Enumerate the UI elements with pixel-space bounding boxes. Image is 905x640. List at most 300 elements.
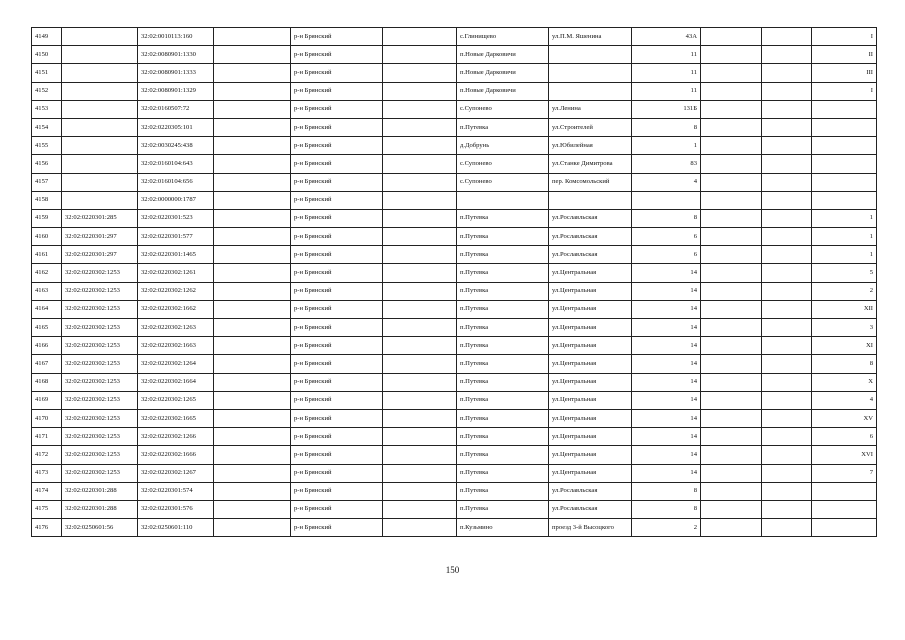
table-row: [32, 264, 877, 282]
previous-cadastral-number-cell: [62, 28, 138, 46]
house-number-cell: 14: [632, 446, 701, 464]
cadastral-number-cell: 32:02:0220305:101: [138, 118, 214, 136]
house-number-cell: 14: [632, 300, 701, 318]
blank-column-cell: [383, 464, 457, 482]
blank-column-cell: [383, 282, 457, 300]
previous-cadastral-number-cell: [62, 191, 138, 209]
district-cell: р-н Брянский: [291, 82, 383, 100]
blank-column-cell: [214, 337, 291, 355]
blank-column-cell: [383, 428, 457, 446]
district-cell: р-н Брянский: [291, 373, 383, 391]
cadastral-number-cell: 32:02:0080901:1329: [138, 82, 214, 100]
blank-column-cell: [214, 519, 291, 537]
cadastral-number-cell: 32:02:0220302:1664: [138, 373, 214, 391]
house-number-cell: 6: [632, 228, 701, 246]
cadastral-number-cell: 32:02:0220301:576: [138, 500, 214, 518]
blank-column-cell: [383, 409, 457, 427]
cadastral-number-cell: 32:02:0010113:160: [138, 28, 214, 46]
table-row: [32, 446, 877, 464]
street-cell: ул.Рославльская: [549, 500, 632, 518]
row-number-cell: 4175: [32, 500, 62, 518]
row-number-cell: 4158: [32, 191, 62, 209]
cadastral-number-cell: 32:02:0220302:1666: [138, 446, 214, 464]
street-cell: проезд 3-й Высоцкого: [549, 519, 632, 537]
blank-column-cell: [701, 28, 762, 46]
row-number-cell: 4167: [32, 355, 62, 373]
settlement-cell: д.Добрунь: [457, 137, 549, 155]
previous-cadastral-number-cell: 32:02:0220302:1253: [62, 409, 138, 427]
settlement-cell: п.Путевка: [457, 300, 549, 318]
blank-column-cell: [762, 100, 812, 118]
unit-number-cell: [812, 191, 877, 209]
blank-column-cell: [762, 355, 812, 373]
blank-column-cell: [701, 209, 762, 227]
settlement-cell: п.Путевка: [457, 209, 549, 227]
blank-column-cell: [383, 319, 457, 337]
previous-cadastral-number-cell: 32:02:0220302:1253: [62, 337, 138, 355]
district-cell: р-н Брянский: [291, 28, 383, 46]
blank-column-cell: [383, 155, 457, 173]
house-number-cell: [632, 191, 701, 209]
blank-column-cell: [214, 428, 291, 446]
house-number-cell: 14: [632, 355, 701, 373]
row-number-cell: 4160: [32, 228, 62, 246]
street-cell: ул.Центральная: [549, 464, 632, 482]
district-cell: р-н Брянский: [291, 282, 383, 300]
cadastral-number-cell: 32:02:0030245:438: [138, 137, 214, 155]
table-row: [32, 246, 877, 264]
blank-column-cell: [762, 300, 812, 318]
unit-number-cell: XI: [812, 337, 877, 355]
previous-cadastral-number-cell: 32:02:0220301:285: [62, 209, 138, 227]
blank-column-cell: [214, 82, 291, 100]
row-number-cell: 4170: [32, 409, 62, 427]
blank-column-cell: [383, 355, 457, 373]
district-cell: р-н Брянский: [291, 428, 383, 446]
street-cell: ул.Рославльская: [549, 482, 632, 500]
unit-number-cell: [812, 500, 877, 518]
district-cell: р-н Брянский: [291, 409, 383, 427]
district-cell: р-н Брянский: [291, 319, 383, 337]
blank-column-cell: [762, 428, 812, 446]
blank-column-cell: [214, 500, 291, 518]
settlement-cell: п.Путевка: [457, 228, 549, 246]
blank-column-cell: [701, 373, 762, 391]
settlement-cell: п.Новые Дарковичи: [457, 64, 549, 82]
district-cell: р-н Брянский: [291, 46, 383, 64]
blank-column-cell: [701, 155, 762, 173]
blank-column-cell: [383, 391, 457, 409]
settlement-cell: с.Глинищево: [457, 28, 549, 46]
previous-cadastral-number-cell: 32:02:0220302:1253: [62, 428, 138, 446]
row-number-cell: 4149: [32, 28, 62, 46]
street-cell: ул.Центральная: [549, 355, 632, 373]
cadastral-number-cell: 32:02:0220302:1261: [138, 264, 214, 282]
blank-column-cell: [701, 228, 762, 246]
street-cell: [549, 64, 632, 82]
unit-number-cell: 1: [812, 246, 877, 264]
street-cell: ул.Ленина: [549, 100, 632, 118]
blank-column-cell: [214, 446, 291, 464]
table-row: [32, 209, 877, 227]
previous-cadastral-number-cell: [62, 118, 138, 136]
settlement-cell: [457, 191, 549, 209]
unit-number-cell: 2: [812, 282, 877, 300]
unit-number-cell: [812, 519, 877, 537]
table-row: [32, 428, 877, 446]
blank-column-cell: [214, 137, 291, 155]
blank-column-cell: [762, 482, 812, 500]
settlement-cell: с.Супонево: [457, 100, 549, 118]
table-row: [32, 100, 877, 118]
table-row: [32, 228, 877, 246]
blank-column-cell: [214, 319, 291, 337]
cadastral-number-cell: 32:02:0220302:1266: [138, 428, 214, 446]
blank-column-cell: [701, 300, 762, 318]
previous-cadastral-number-cell: 32:02:0220301:297: [62, 246, 138, 264]
row-number-cell: 4152: [32, 82, 62, 100]
unit-number-cell: 3: [812, 319, 877, 337]
blank-column-cell: [214, 391, 291, 409]
blank-column-cell: [214, 155, 291, 173]
table-row: [32, 391, 877, 409]
unit-number-cell: [812, 155, 877, 173]
table-row: [32, 28, 877, 46]
settlement-cell: п.Путевка: [457, 282, 549, 300]
house-number-cell: 14: [632, 391, 701, 409]
blank-column-cell: [214, 246, 291, 264]
settlement-cell: п.Путевка: [457, 500, 549, 518]
table-row: [32, 519, 877, 537]
street-cell: ул.Станке Димитрова: [549, 155, 632, 173]
blank-column-cell: [762, 209, 812, 227]
table-row: [32, 337, 877, 355]
table-row: [32, 409, 877, 427]
register-body: [32, 28, 877, 537]
district-cell: р-н Брянский: [291, 355, 383, 373]
settlement-cell: п.Путевка: [457, 464, 549, 482]
house-number-cell: 14: [632, 337, 701, 355]
settlement-cell: п.Путевка: [457, 246, 549, 264]
blank-column-cell: [701, 500, 762, 518]
previous-cadastral-number-cell: [62, 82, 138, 100]
blank-column-cell: [383, 264, 457, 282]
street-cell: ул.Юбилейная: [549, 137, 632, 155]
blank-column-cell: [383, 64, 457, 82]
table-row: [32, 173, 877, 191]
blank-column-cell: [383, 482, 457, 500]
blank-column-cell: [383, 118, 457, 136]
house-number-cell: 14: [632, 464, 701, 482]
street-cell: [549, 46, 632, 64]
blank-column-cell: [214, 409, 291, 427]
district-cell: р-н Брянский: [291, 64, 383, 82]
district-cell: р-н Брянский: [291, 337, 383, 355]
unit-number-cell: [812, 173, 877, 191]
table-row: [32, 482, 877, 500]
previous-cadastral-number-cell: 32:02:0220302:1253: [62, 264, 138, 282]
house-number-cell: 2: [632, 519, 701, 537]
settlement-cell: п.Путевка: [457, 319, 549, 337]
settlement-cell: с.Супонево: [457, 155, 549, 173]
house-number-cell: 131Б: [632, 100, 701, 118]
blank-column-cell: [383, 209, 457, 227]
blank-column-cell: [383, 337, 457, 355]
street-cell: [549, 191, 632, 209]
cadastral-number-cell: 32:02:0220302:1665: [138, 409, 214, 427]
district-cell: р-н Брянский: [291, 228, 383, 246]
row-number-cell: 4155: [32, 137, 62, 155]
page-number: 150: [445, 565, 460, 575]
row-number-cell: 4154: [32, 118, 62, 136]
district-cell: р-н Брянский: [291, 118, 383, 136]
blank-column-cell: [701, 46, 762, 64]
row-number-cell: 4171: [32, 428, 62, 446]
blank-column-cell: [701, 428, 762, 446]
blank-column-cell: [214, 482, 291, 500]
blank-column-cell: [762, 28, 812, 46]
street-cell: ул.Центральная: [549, 428, 632, 446]
blank-column-cell: [762, 155, 812, 173]
house-number-cell: 11: [632, 82, 701, 100]
house-number-cell: 8: [632, 209, 701, 227]
table-row: [32, 464, 877, 482]
settlement-cell: п.Путевка: [457, 337, 549, 355]
blank-column-cell: [701, 319, 762, 337]
blank-column-cell: [762, 246, 812, 264]
blank-column-cell: [383, 500, 457, 518]
row-number-cell: 4174: [32, 482, 62, 500]
cadastral-number-cell: 32:02:0220302:1663: [138, 337, 214, 355]
blank-column-cell: [701, 519, 762, 537]
unit-number-cell: XVI: [812, 446, 877, 464]
settlement-cell: п.Путевка: [457, 391, 549, 409]
unit-number-cell: [812, 118, 877, 136]
previous-cadastral-number-cell: 32:02:0220302:1253: [62, 373, 138, 391]
street-cell: ул.Центральная: [549, 446, 632, 464]
blank-column-cell: [214, 355, 291, 373]
house-number-cell: 1: [632, 137, 701, 155]
house-number-cell: 14: [632, 319, 701, 337]
blank-column-cell: [762, 464, 812, 482]
blank-column-cell: [701, 391, 762, 409]
street-cell: ул.Центральная: [549, 337, 632, 355]
blank-column-cell: [762, 118, 812, 136]
blank-column-cell: [214, 173, 291, 191]
unit-number-cell: XII: [812, 300, 877, 318]
blank-column-cell: [383, 137, 457, 155]
cadastral-number-cell: 32:02:0220301:574: [138, 482, 214, 500]
district-cell: р-н Брянский: [291, 155, 383, 173]
settlement-cell: п.Путевка: [457, 446, 549, 464]
blank-column-cell: [383, 28, 457, 46]
unit-number-cell: 6: [812, 428, 877, 446]
street-cell: ул.Центральная: [549, 373, 632, 391]
blank-column-cell: [214, 209, 291, 227]
district-cell: р-н Брянский: [291, 209, 383, 227]
row-number-cell: 4169: [32, 391, 62, 409]
table-row: [32, 64, 877, 82]
blank-column-cell: [383, 46, 457, 64]
blank-column-cell: [701, 282, 762, 300]
blank-column-cell: [701, 100, 762, 118]
register-table: [31, 27, 877, 537]
house-number-cell: 14: [632, 428, 701, 446]
blank-column-cell: [701, 82, 762, 100]
blank-column-cell: [762, 319, 812, 337]
district-cell: р-н Брянский: [291, 446, 383, 464]
blank-column-cell: [383, 100, 457, 118]
previous-cadastral-number-cell: 32:02:0220302:1253: [62, 300, 138, 318]
previous-cadastral-number-cell: 32:02:0220301:288: [62, 482, 138, 500]
blank-column-cell: [762, 446, 812, 464]
blank-column-cell: [762, 64, 812, 82]
blank-column-cell: [762, 337, 812, 355]
cadastral-number-cell: 32:02:0160507:72: [138, 100, 214, 118]
blank-column-cell: [214, 464, 291, 482]
blank-column-cell: [701, 409, 762, 427]
row-number-cell: 4157: [32, 173, 62, 191]
blank-column-cell: [214, 282, 291, 300]
blank-column-cell: [762, 191, 812, 209]
unit-number-cell: 1: [812, 228, 877, 246]
table-row: [32, 355, 877, 373]
previous-cadastral-number-cell: [62, 155, 138, 173]
blank-column-cell: [383, 246, 457, 264]
cadastral-number-cell: 32:02:0080901:1330: [138, 46, 214, 64]
previous-cadastral-number-cell: [62, 64, 138, 82]
unit-number-cell: II: [812, 46, 877, 64]
blank-column-cell: [762, 391, 812, 409]
blank-column-cell: [701, 446, 762, 464]
street-cell: ул.Центральная: [549, 264, 632, 282]
blank-column-cell: [701, 137, 762, 155]
previous-cadastral-number-cell: 32:02:0220301:297: [62, 228, 138, 246]
blank-column-cell: [701, 464, 762, 482]
row-number-cell: 4164: [32, 300, 62, 318]
unit-number-cell: [812, 137, 877, 155]
street-cell: ул.Рославльская: [549, 209, 632, 227]
street-cell: пер. Комсомольский: [549, 173, 632, 191]
table-row: [32, 500, 877, 518]
settlement-cell: п.Путевка: [457, 428, 549, 446]
house-number-cell: 14: [632, 282, 701, 300]
cadastral-number-cell: 32:02:0160104:656: [138, 173, 214, 191]
table-row: [32, 118, 877, 136]
blank-column-cell: [214, 191, 291, 209]
blank-column-cell: [762, 409, 812, 427]
blank-column-cell: [383, 173, 457, 191]
table-row: [32, 82, 877, 100]
street-cell: ул.Центральная: [549, 282, 632, 300]
house-number-cell: 11: [632, 46, 701, 64]
unit-number-cell: 7: [812, 464, 877, 482]
house-number-cell: 8: [632, 482, 701, 500]
district-cell: р-н Брянский: [291, 137, 383, 155]
blank-column-cell: [383, 300, 457, 318]
street-cell: ул.Рославльская: [549, 228, 632, 246]
house-number-cell: 14: [632, 409, 701, 427]
blank-column-cell: [701, 191, 762, 209]
cadastral-number-cell: 32:02:0080901:1333: [138, 64, 214, 82]
cadastral-number-cell: 32:02:0220302:1265: [138, 391, 214, 409]
previous-cadastral-number-cell: [62, 173, 138, 191]
blank-column-cell: [383, 373, 457, 391]
district-cell: р-н Брянский: [291, 300, 383, 318]
previous-cadastral-number-cell: [62, 46, 138, 64]
table-row: [32, 137, 877, 155]
house-number-cell: 8: [632, 500, 701, 518]
cadastral-number-cell: 32:02:0000000:1787: [138, 191, 214, 209]
blank-column-cell: [383, 82, 457, 100]
cadastral-number-cell: 32:02:0220302:1264: [138, 355, 214, 373]
cadastral-number-cell: 32:02:0220302:1263: [138, 319, 214, 337]
blank-column-cell: [214, 373, 291, 391]
previous-cadastral-number-cell: 32:02:0220301:288: [62, 500, 138, 518]
house-number-cell: 14: [632, 264, 701, 282]
settlement-cell: п.Кузьмино: [457, 519, 549, 537]
district-cell: р-н Брянский: [291, 264, 383, 282]
house-number-cell: 43А: [632, 28, 701, 46]
row-number-cell: 4153: [32, 100, 62, 118]
previous-cadastral-number-cell: 32:02:0250601:56: [62, 519, 138, 537]
house-number-cell: 4: [632, 173, 701, 191]
cadastral-number-cell: 32:02:0220301:1465: [138, 246, 214, 264]
row-number-cell: 4161: [32, 246, 62, 264]
street-cell: ул.Центральная: [549, 409, 632, 427]
previous-cadastral-number-cell: 32:02:0220302:1253: [62, 464, 138, 482]
previous-cadastral-number-cell: 32:02:0220302:1253: [62, 391, 138, 409]
blank-column-cell: [762, 373, 812, 391]
row-number-cell: 4159: [32, 209, 62, 227]
unit-number-cell: I: [812, 82, 877, 100]
district-cell: р-н Брянский: [291, 246, 383, 264]
blank-column-cell: [214, 264, 291, 282]
blank-column-cell: [762, 173, 812, 191]
row-number-cell: 4172: [32, 446, 62, 464]
blank-column-cell: [701, 246, 762, 264]
blank-column-cell: [214, 28, 291, 46]
house-number-cell: 83: [632, 155, 701, 173]
street-cell: ул.Рославльская: [549, 246, 632, 264]
blank-column-cell: [762, 228, 812, 246]
unit-number-cell: [812, 100, 877, 118]
table-row: [32, 155, 877, 173]
cadastral-number-cell: 32:02:0250601:110: [138, 519, 214, 537]
table-row: [32, 282, 877, 300]
table-row: [32, 46, 877, 64]
street-cell: ул.Центральная: [549, 391, 632, 409]
blank-column-cell: [701, 64, 762, 82]
settlement-cell: п.Новые Дарковичи: [457, 82, 549, 100]
cadastral-number-cell: 32:02:0220302:1662: [138, 300, 214, 318]
blank-column-cell: [701, 482, 762, 500]
settlement-cell: п.Путевка: [457, 264, 549, 282]
blank-column-cell: [214, 46, 291, 64]
blank-column-cell: [214, 64, 291, 82]
settlement-cell: п.Новые Дарковичи: [457, 46, 549, 64]
blank-column-cell: [701, 337, 762, 355]
blank-column-cell: [383, 446, 457, 464]
house-number-cell: 11: [632, 64, 701, 82]
previous-cadastral-number-cell: [62, 100, 138, 118]
house-number-cell: 8: [632, 118, 701, 136]
row-number-cell: 4162: [32, 264, 62, 282]
settlement-cell: с.Супонево: [457, 173, 549, 191]
district-cell: р-н Брянский: [291, 482, 383, 500]
street-cell: ул.Строителей: [549, 118, 632, 136]
unit-number-cell: 5: [812, 264, 877, 282]
